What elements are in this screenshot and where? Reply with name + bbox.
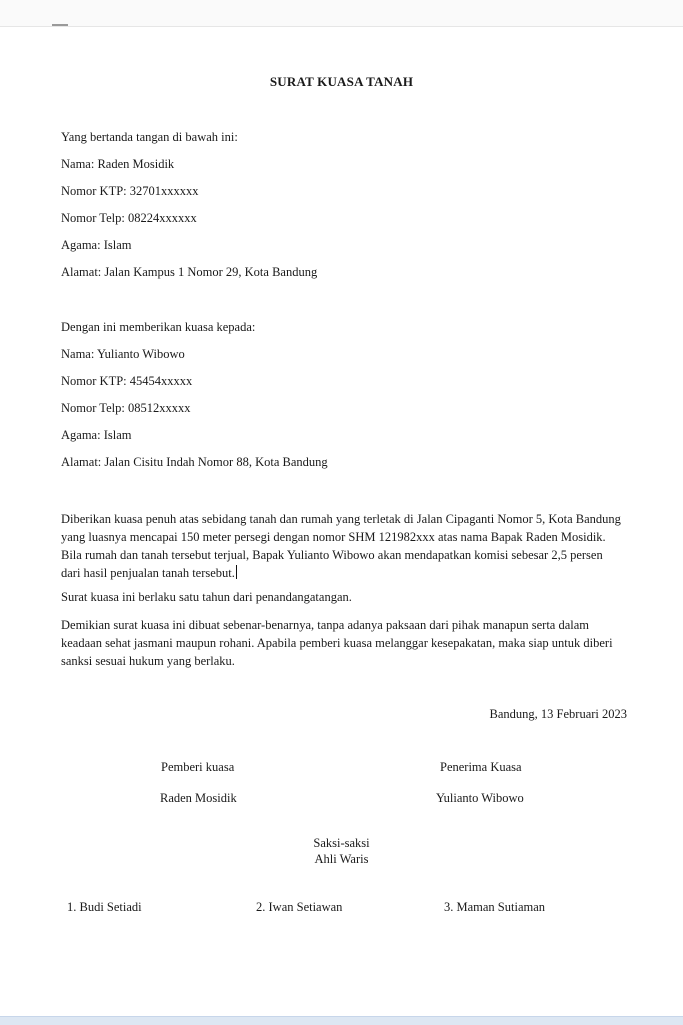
- grantee-phone: Nomor Telp: 08512xxxxx: [61, 401, 191, 415]
- closing-paragraph: Demikian surat kuasa ini dibuat sebenar-benarnya, tanpa adanya paksaan dari pihak manapun serta dalam keadaan sehat jasmani maupun rohani. Apabila pemberi kuasa melanggar kesepakatan, maka siap untuk diberi sanksi sesuai hukum yang berlaku.: [61, 618, 613, 668]
- ruler-marker: [52, 24, 68, 26]
- editor-top-bar: [0, 0, 683, 27]
- validity-statement: Surat kuasa ini berlaku satu tahun dari penandangatangan.: [61, 590, 352, 604]
- document-title: SURAT KUASA TANAH: [269, 74, 414, 89]
- grantee-signature-label: Penerima Kuasa: [440, 760, 522, 774]
- witnesses-label: Saksi-saksi: [313, 836, 370, 850]
- witness-2: 2. Iwan Setiawan: [256, 900, 343, 914]
- grantee-ktp: Nomor KTP: 45454xxxxx: [61, 374, 193, 388]
- grantee-name: Nama: Yulianto Wibowo: [61, 347, 185, 361]
- grantee-religion: Agama: Islam: [61, 428, 132, 442]
- signing-date: Bandung, 13 Februari 2023: [489, 707, 627, 721]
- grantee-address: Alamat: Jalan Cisitu Indah Nomor 88, Kota Bandung: [61, 455, 328, 469]
- text-cursor: [236, 565, 237, 579]
- grantor-intro: Yang bertanda tangan di bawah ini:: [61, 130, 238, 144]
- grantor-signature-label: Pemberi kuasa: [161, 760, 235, 774]
- witness-1: 1. Budi Setiadi: [67, 900, 142, 914]
- witnesses-sublabel: Ahli Waris: [314, 852, 369, 866]
- grantor-address: Alamat: Jalan Kampus 1 Nomor 29, Kota Bandung: [61, 265, 318, 279]
- grantor-religion: Agama: Islam: [61, 238, 132, 252]
- grantee-intro: Dengan ini memberikan kuasa kepada:: [61, 320, 256, 334]
- grantee-signature-name: Yulianto Wibowo: [436, 791, 524, 805]
- grantor-signature-name: Raden Mosidik: [160, 791, 237, 805]
- grantor-ktp: Nomor KTP: 32701xxxxxx: [61, 184, 199, 198]
- witness-3: 3. Maman Sutiaman: [444, 900, 546, 914]
- body-paragraph-text: Diberikan kuasa penuh atas sebidang tanah dan rumah yang terletak di Jalan Cipaganti Nomor 5, Kota Bandung yang luasnya mencapai 150 meter persegi dengan nomor SHM 121982xxx atas nama Bapak Raden Mosidik. Bila rumah dan tanah tersebut terjual, Bapak Yulianto Wibowo akan mendapatkan komisi sebesar 2,5 persen dari hasil penjualan tanah tersebut.: [61, 512, 621, 580]
- grantor-phone: Nomor Telp: 08224xxxxxx: [61, 211, 197, 225]
- grantor-name: Nama: Raden Mosidik: [61, 157, 175, 171]
- body-paragraph[interactable]: [61, 510, 621, 582]
